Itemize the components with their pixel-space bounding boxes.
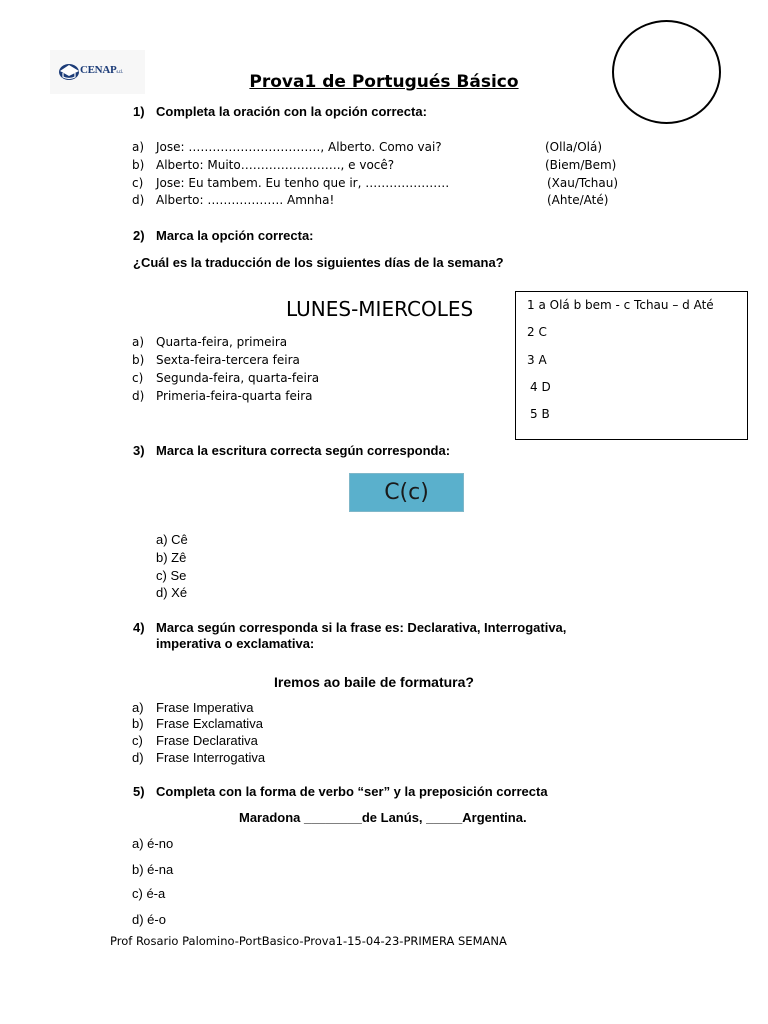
q4-option-text: Frase Exclamativa <box>156 716 263 731</box>
answer-key-line: 3 A <box>527 353 547 367</box>
q2-option-letter: b) <box>132 353 145 367</box>
answer-key-line: 5 B <box>530 407 550 421</box>
q4-option-letter: c) <box>132 733 143 748</box>
q5-option: c) é-a <box>132 886 166 901</box>
q1-option-text: Alberto: Muito……………………., e você? <box>156 158 395 172</box>
q4-option-letter: d) <box>132 750 144 765</box>
q1-option-text: Jose: ……………………………, Alberto. Como vai? <box>156 140 442 154</box>
q1-option-letter: a) <box>132 140 145 154</box>
q3-option: d) Xé <box>156 585 188 600</box>
question-5-title: Completa con la forma de verbo “ser” y la preposición correcta <box>156 784 548 799</box>
letter-box: C(c) <box>349 473 464 512</box>
q1-option-hint: (Biem/Bem) <box>545 158 617 172</box>
q3-option: b) Zê <box>156 550 187 565</box>
q1-option-hint: (Ahte/Até) <box>547 193 609 207</box>
q1-option-letter: d) <box>132 193 145 207</box>
q4-option-text: Frase Imperativa <box>156 700 254 715</box>
q1-option-hint: (Olla/Olá) <box>545 140 603 154</box>
logo-text: CENAPs.r.l. <box>80 64 124 76</box>
page-title: Prova1 de Portugués Básico <box>249 72 519 92</box>
question-1-title: Completa la oración con la opción correcta: <box>156 104 427 119</box>
question-4-title: Marca según corresponda si la frase es: Declarativa, Interrogativa, <box>156 620 567 635</box>
answer-key-line: 2 C <box>527 325 547 339</box>
answer-key-line: 4 D <box>530 380 551 394</box>
q1-option-letter: c) <box>132 176 144 190</box>
question-2-title: Marca la opción correcta: <box>156 228 314 243</box>
q2-option-text: Sexta-feira-tercera feira <box>156 353 300 367</box>
question-2-prompt: ¿Cuál es la traducción de los siguientes días de la semana? <box>133 255 504 270</box>
q2-option-letter: c) <box>132 371 144 385</box>
q4-option-letter: b) <box>132 716 144 731</box>
question-2-word: LUNES-MIERCOLES <box>286 297 474 321</box>
footer-text: Prof Rosario Palomino-PortBasico-Prova1-15-04-23-PRIMERA SEMANA <box>110 934 507 948</box>
q1-option-text: Alberto: ………………. Amnha! <box>156 193 335 207</box>
q1-option-text: Jose: Eu tambem. Eu tenho que ir, ………………… <box>156 176 450 190</box>
q2-option-text: Primeria-feira-quarta feira <box>156 389 313 403</box>
q2-option-text: Quarta-feira, primeira <box>156 335 288 349</box>
q4-option-text: Frase Declarativa <box>156 733 258 748</box>
q5-option: b) é-na <box>132 862 174 877</box>
question-4-title-cont: imperativa o exclamativa: <box>156 636 315 651</box>
question-3-title: Marca la escritura correcta según corresponda: <box>156 443 451 458</box>
q5-option: a) é-no <box>132 836 174 851</box>
q4-option-letter: a) <box>132 700 144 715</box>
question-4-sentence: Iremos ao baile de formatura? <box>274 674 474 690</box>
q4-option-text: Frase Interrogativa <box>156 750 266 765</box>
q2-option-letter: d) <box>132 389 145 403</box>
question-4-number: 4) <box>133 620 145 635</box>
q2-option-text: Segunda-feira, quarta-feira <box>156 371 320 385</box>
q1-option-hint: (Xau/Tchau) <box>547 176 619 190</box>
q3-option: c) Se <box>156 568 187 583</box>
q3-option: a) Cê <box>156 532 188 547</box>
answer-key-line: 1 a Olá b bem - c Tchau – d Até <box>527 298 714 312</box>
question-3-number: 3) <box>133 443 145 458</box>
question-5-number: 5) <box>133 784 145 799</box>
question-1-number: 1) <box>133 104 145 119</box>
answer-key-box <box>515 291 748 440</box>
question-5-sentence: Maradona ________de Lanús, _____Argentina. <box>239 810 527 825</box>
q1-option-letter: b) <box>132 158 145 172</box>
question-2-number: 2) <box>133 228 145 243</box>
q2-option-letter: a) <box>132 335 145 349</box>
q5-option: d) é-o <box>132 912 166 927</box>
